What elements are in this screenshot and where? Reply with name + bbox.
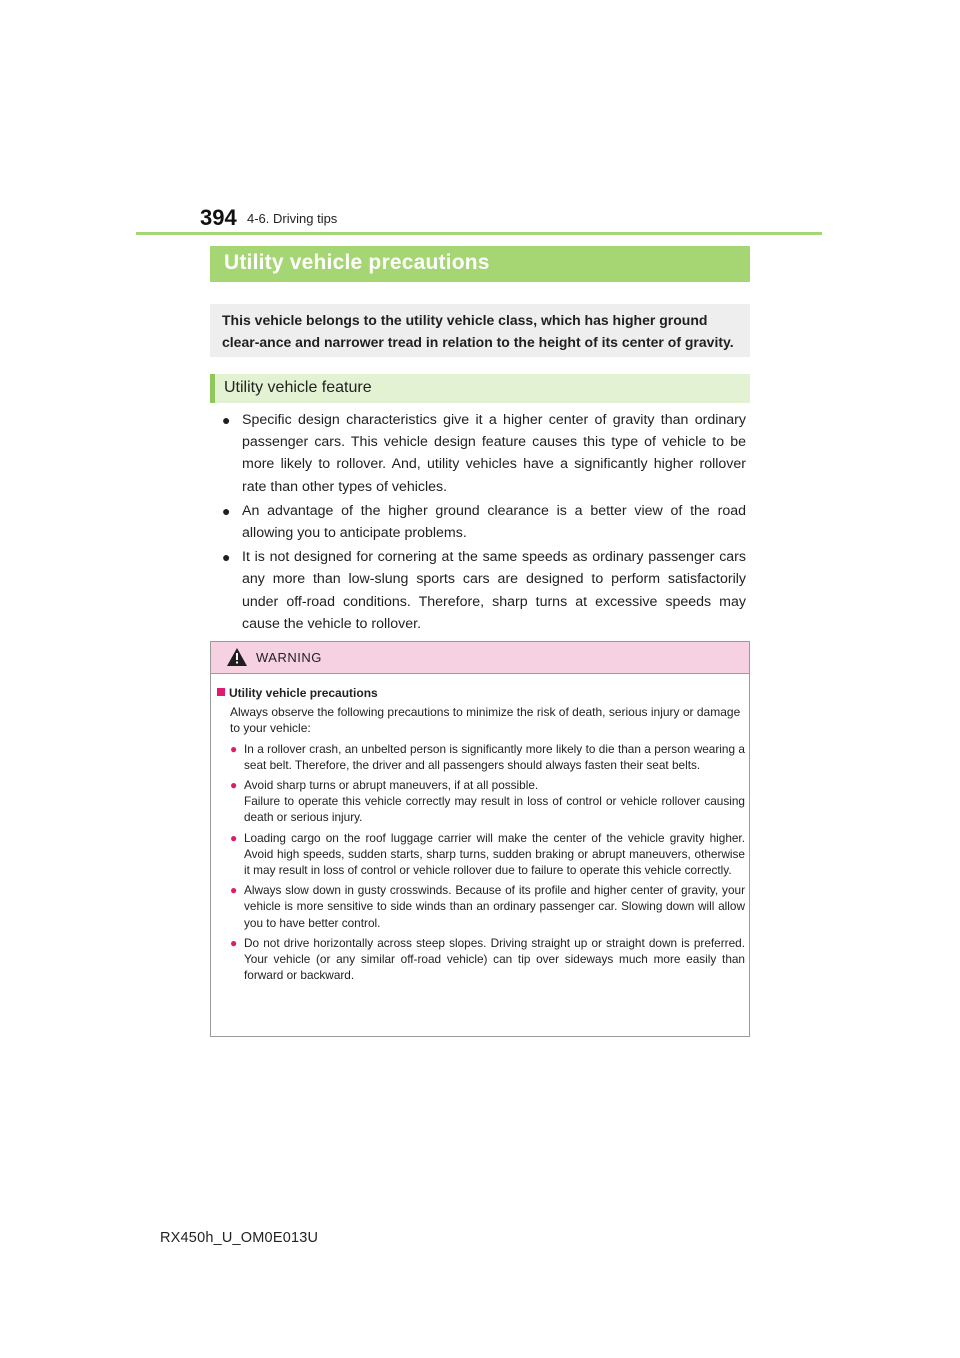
feature-text: An advantage of the higher ground clearance is a better view of the road allowing you to anticipate problems.: [242, 502, 746, 542]
list-item: [217, 830, 745, 879]
warning-item-text: In a rollover crash, an unbelted person is significantly more likely to die than a person wearing a seat belt. Therefore, the driver and all passengers should always fasten their seat belts.: [244, 741, 745, 772]
warning-list: [217, 741, 745, 984]
header-rule: [136, 232, 822, 235]
warning-item-text: Always slow down in gusty crosswinds. Because of its profile and higher center of gravity, your vehicle is more sensitive to side winds than an ordinary passenger car. Slowing down will allow you to have better control.: [244, 883, 745, 930]
warning-header: [211, 642, 749, 674]
bullet-dot-icon: ●: [230, 830, 238, 845]
list-item: [222, 546, 746, 635]
bullet-dot-icon: ●: [230, 741, 238, 756]
warning-triangle-icon: [227, 648, 247, 666]
warning-heading: [217, 685, 745, 701]
warning-intro: Always observe the following precautions to minimize the risk of death, serious injury or damage to your vehicle:: [230, 705, 741, 736]
subsection-title: Utility vehicle feature: [224, 379, 372, 396]
feature-text: Specific design characteristics give it a higher center of gravity than ordinary passenger cars. This vehicle design feature causes this type of vehicle to be more likely to rollover. And, utility vehicles have a significantly higher rollover rate than other types of vehicles.: [242, 412, 746, 495]
warning-item-extra: Failure to operate this vehicle correctly may result in loss of control or vehicle rollover causing death or serious injury.: [244, 794, 745, 825]
bullet-dot-icon: ●: [222, 549, 231, 566]
page-header: [200, 205, 820, 231]
warning-label: WARNING: [256, 650, 322, 665]
bullet-dot-icon: ●: [222, 502, 231, 519]
warning-item-text: Do not drive horizontally across steep slopes. Driving straight up or straight down is preferred. Your vehicle (or any similar off-road vehicle) can tip over sideways much more easily than forward or backward.: [244, 935, 745, 983]
warning-heading-text: Utility vehicle precautions: [229, 686, 378, 700]
list-item: [217, 777, 745, 826]
warning-box: [210, 641, 750, 1037]
list-item: [217, 882, 745, 931]
title-bar: [210, 246, 750, 282]
list-item: [217, 741, 745, 773]
bullet-dot-icon: ●: [230, 883, 238, 898]
feature-text: It is not designed for cornering at the same speeds as ordinary passenger cars any more than low-slung sports cars are designed to perform satisfactorily under off-road conditions. Therefore, sharp turns at excessive speeds may cause the vehicle to rollover.: [242, 549, 746, 632]
bullet-dot-icon: ●: [222, 412, 231, 428]
page-number: 394: [200, 205, 237, 230]
footer-code: RX450h_U_OM0E013U: [160, 1230, 319, 1246]
bullet-dot-icon: ●: [230, 935, 238, 950]
section-name: 4-6. Driving tips: [247, 211, 338, 226]
square-icon: [217, 688, 225, 696]
page-title: Utility vehicle precautions: [224, 251, 490, 274]
feature-list: [222, 409, 746, 637]
subsection-accent: [210, 374, 215, 403]
warning-body: [217, 685, 745, 987]
bullet-dot-icon: ●: [230, 778, 238, 793]
list-item: [222, 409, 746, 498]
intro-text: This vehicle belongs to the utility vehicle class, which has higher ground clear-ance and narrower tread in relation to the height of its center of gravity.: [222, 312, 734, 350]
warning-item-text: Avoid sharp turns or abrupt maneuvers, if at all possible.: [244, 778, 539, 793]
subsection-bar: [210, 374, 750, 403]
intro-box: [210, 304, 750, 357]
list-item: [217, 935, 745, 984]
warning-item-text: Loading cargo on the roof luggage carrier will make the center of the vehicle gravity higher. Avoid high speeds, sudden starts, sharp turns, sudden braking or abrupt maneuvers, otherwise it may result in loss of control or vehicle rollover due to failure to operate this vehicle correctly.: [244, 830, 745, 878]
list-item: [222, 500, 746, 544]
